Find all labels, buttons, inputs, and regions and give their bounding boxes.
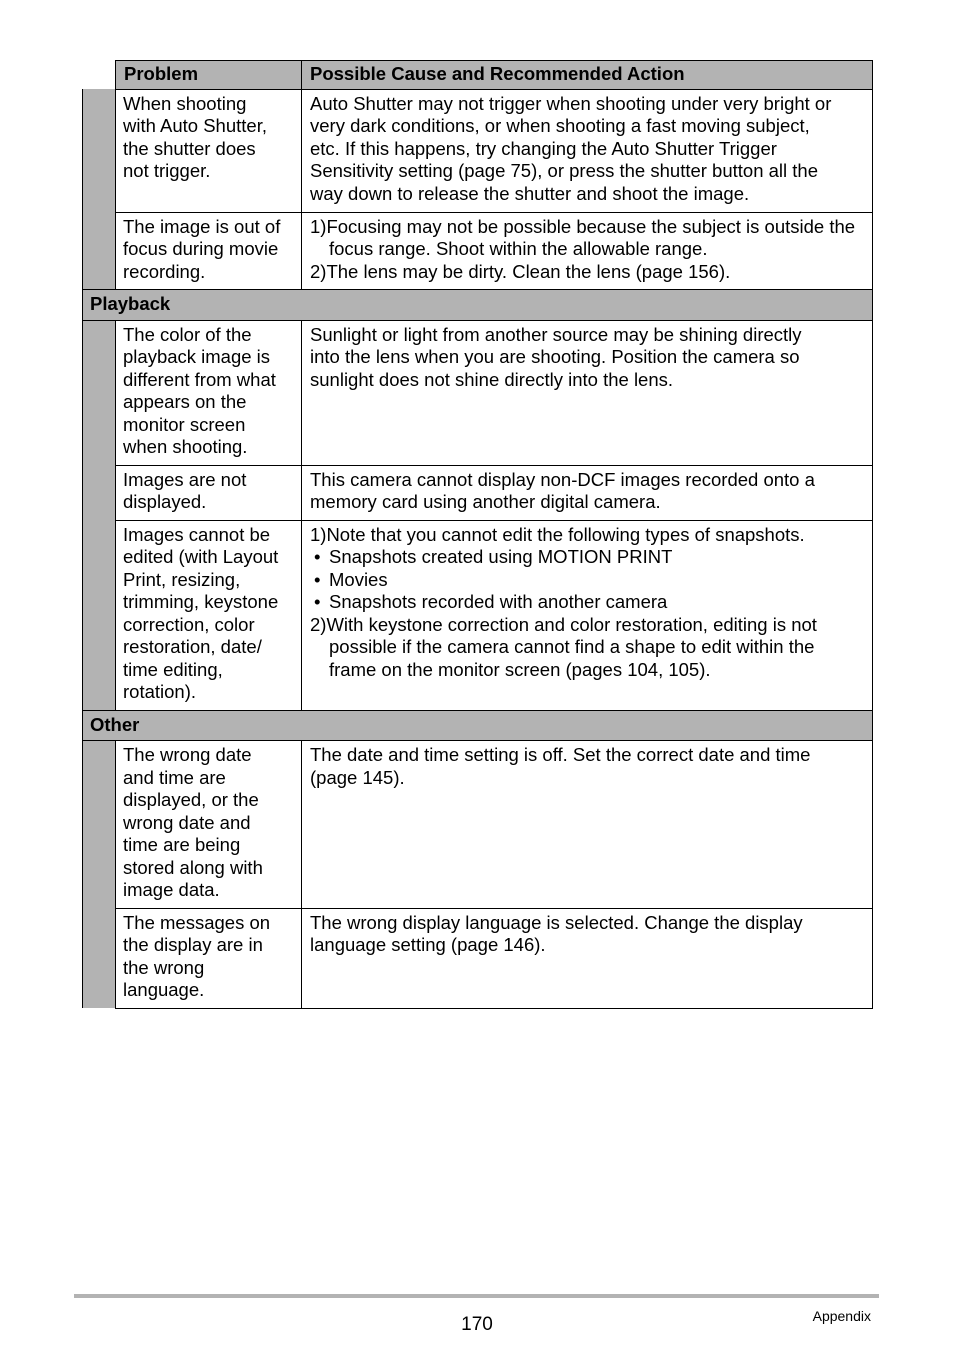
problem-cell: Images are not displayed. <box>116 465 302 520</box>
section-title-other: Other <box>83 710 873 741</box>
troubleshooting-table <box>82 60 873 1009</box>
bullet-item: • Snapshots recorded with another camera <box>314 591 668 612</box>
action-cell: 1)Note that you cannot edit the following types of snapshots. • Snapshots created using MOTION PRINT • Movies • Snapshots recorded with another camera 2)With keystone correction and color restoration, editing is not possible if the camera cannot find a shape to edit within the frame on the monitor screen (pages 104, 105). <box>302 520 873 710</box>
table-row <box>83 520 873 710</box>
action-cell: The wrong display language is selected. Change the display language setting (page 146). <box>302 908 873 1008</box>
action-cell: The date and time setting is off. Set the correct date and time (page 145). <box>302 741 873 909</box>
section-gutter <box>83 89 116 290</box>
section-gutter <box>83 320 116 710</box>
page-number: 170 <box>461 1314 493 1335</box>
footer-divider <box>74 1294 879 1298</box>
table-header-row <box>83 61 873 90</box>
bullet-icon: • <box>314 591 321 612</box>
footer-section-name: Appendix <box>812 1308 871 1324</box>
problem-cell: Images cannot be edited (with Layout Print, resizing, trimming, keystone correction, color restoration, date/ time editing, rotation). <box>116 520 302 710</box>
bullet-item: • Snapshots created using MOTION PRINT <box>314 546 673 567</box>
section-row-other <box>83 710 873 741</box>
action-cell: Sunlight or light from another source may be shining directly into the lens when you are shooting. Position the camera so sunlight does not shine directly into the lens. <box>302 320 873 465</box>
table-row <box>83 320 873 465</box>
section-title-playback: Playback <box>83 290 873 321</box>
table-corner-cell <box>83 61 116 90</box>
section-row-playback <box>83 290 873 321</box>
table-row <box>83 465 873 520</box>
table-row <box>83 89 873 212</box>
action-cell: This camera cannot display non-DCF images recorded onto a memory card using another digital camera. <box>302 465 873 520</box>
action-cell: Auto Shutter may not trigger when shooting under very bright or very dark conditions, or when shooting a fast moving subject, etc. If this happens, try changing the Auto Shutter Trigger Sensitivity setting (page 75), or press the shutter button all the way down to release the shutter and shoot the image. <box>302 89 873 212</box>
table-row <box>83 741 873 909</box>
bullet-item: • Movies <box>314 568 388 590</box>
section-gutter <box>83 741 116 1009</box>
table-row <box>83 212 873 290</box>
header-problem: Problem <box>116 61 302 90</box>
problem-cell: When shooting with Auto Shutter, the shutter does not trigger. <box>116 89 302 212</box>
problem-cell: The wrong date and time are displayed, or the wrong date and time are being stored along with image data. <box>116 741 302 909</box>
header-action: Possible Cause and Recommended Action <box>302 61 873 90</box>
problem-cell: The image is out of focus during movie recording. <box>116 212 302 290</box>
action-cell: 1)Focusing may not be possible because the subject is outside the focus range. Shoot within the allowable range. 2)The lens may be dirty. Clean the lens (page 156). <box>302 212 873 290</box>
bullet-icon: • <box>314 568 321 590</box>
bullet-icon: • <box>314 546 321 567</box>
problem-cell: The messages on the display are in the wrong language. <box>116 908 302 1008</box>
table-row <box>83 908 873 1008</box>
problem-cell: The color of the playback image is different from what appears on the monitor screen when shooting. <box>116 320 302 465</box>
